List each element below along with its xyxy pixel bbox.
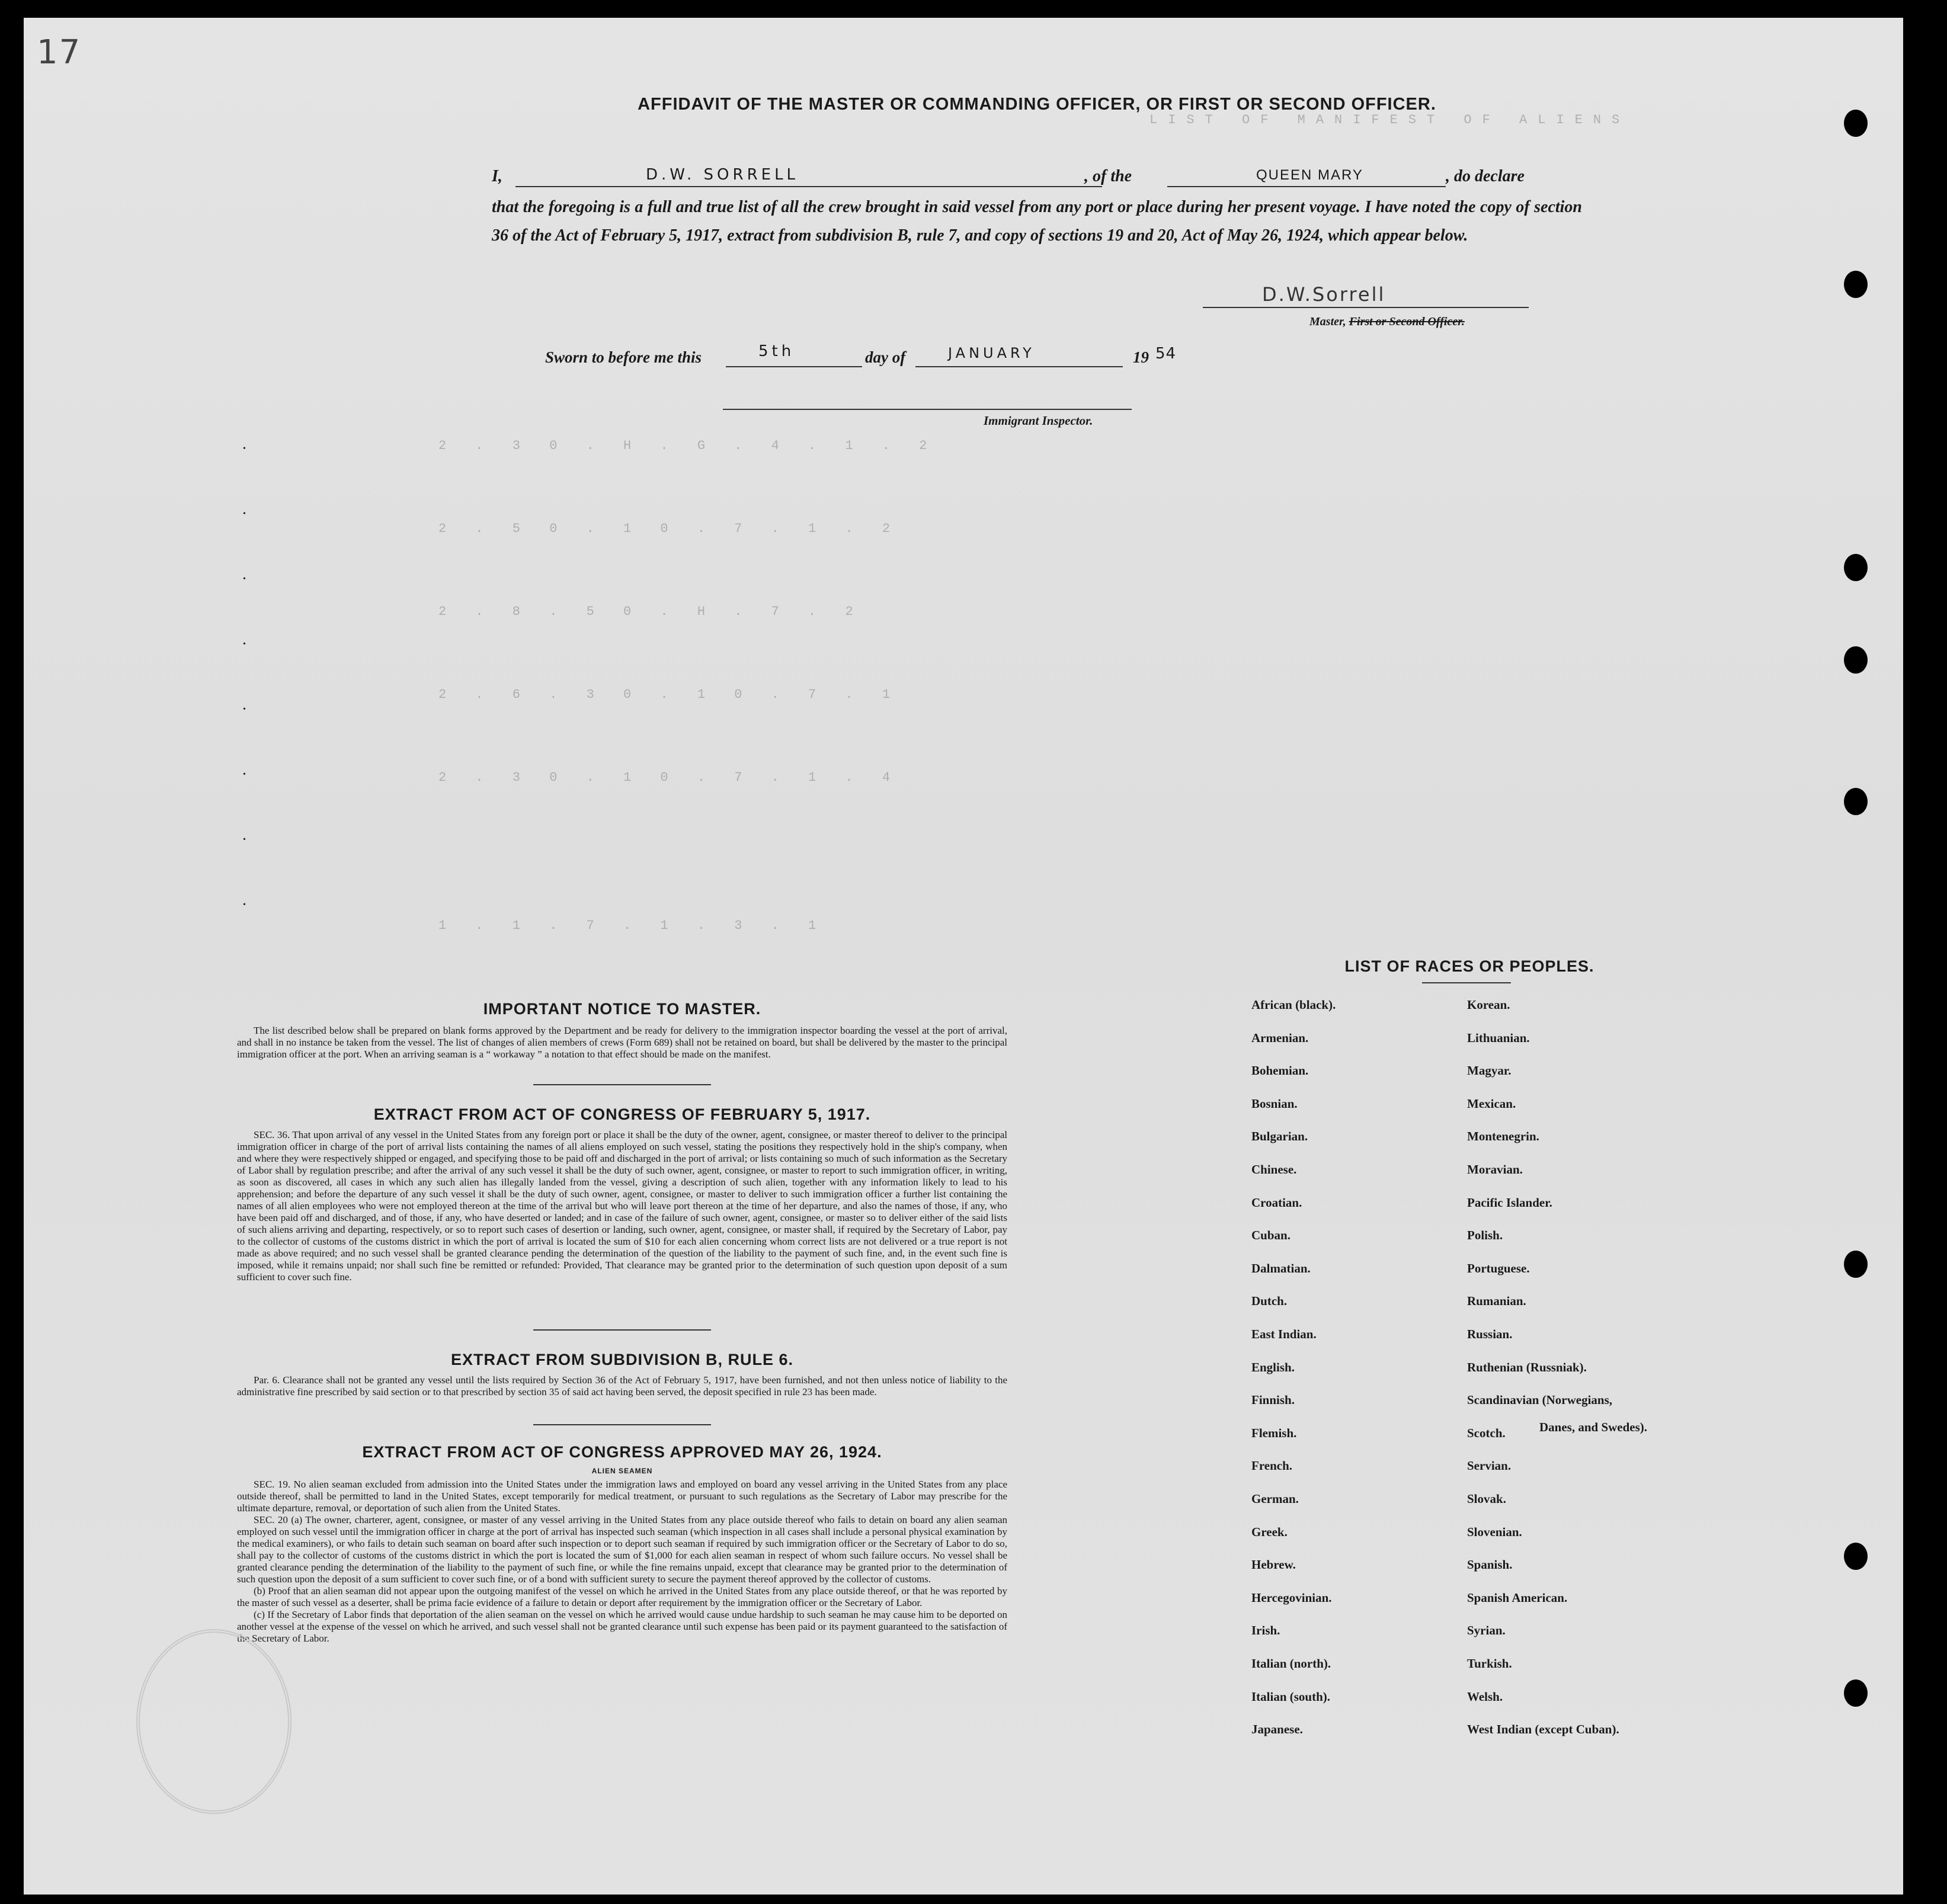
race-item: Chinese. [1251, 1162, 1297, 1177]
act-1917-body: SEC. 36. That upon arrival of any vessel in the United States from any foreign port or place it shall be the duty of the owner, agent, consignee, or master thereof to deliver to the principal immigration officer in charge of the port of arrival lists containing the names of all aliens employed on such vessel, stating the positions they respectively hold in the ship's company, when and where they were respectively shipped or engaged, and specifying those to be paid off and discharged in the port of arrival; or lists containing so much of such information as the Secretary of Labor shall by regulation prescribe; and after the arrival of any such vessel it shall be the duty of such owner, agent, consignee, or master to report to such immigration officer, in writing, as soon as discovered, all cases in which any such alien has illegally landed from the vessel, giving a description of such alien, together with any information likely to lead to his apprehension; and before the departure of any such vessel it shall be the duty of such owner, agent, consignee, or master to deliver to such immigration officer a further list containing the names of all alien employees who were not employed thereon at the time of the arrival but who will leave port thereon at the time of her departure, and also the names of those, if any, who have been paid off and discharged, and of those, if any, who have deserted or landed; and in case of the failure of such owner, agent, consignee, or master so to deliver either of the said lists of such aliens arriving and departing, respectively, or so to report such cases of desertion or landing, such owner, agent, consignee, or master shall, if required by the Secretary of Labor, pay to the collector of customs of the customs district in which the port of arrival is located the sum of $10 for each alien concerning whom correct lists are not delivered or a true report is not made as above required; and no such vessel shall be granted clearance pending the determination of the question of the liability to the payment of such fine, and, in the event such fine is imposed, while it remains unpaid; nor shall such fine be remitted or refunded: Provided, That clearance may be granted prior to the determination of such question upon deposit of a sum sufficient to cover such fine. [237, 1129, 1007, 1283]
do-declare-label: , do declare [1446, 167, 1525, 185]
race-item: Cuban. [1251, 1228, 1290, 1242]
caption-master: Master, [1309, 315, 1346, 328]
punch-hole [1844, 1543, 1868, 1570]
bleed-through-text: 1 . 1 . 7 . 1 . 3 . 1 [438, 918, 827, 933]
rule-6-title: EXTRACT FROM SUBDIVISION B, RULE 6. [450, 1351, 794, 1368]
race-item: Slovak. [1467, 1492, 1506, 1506]
bleed-through-text: 2 . 3 0 . H . G . 4 . 1 . 2 [438, 438, 938, 453]
race-item: Rumanian. [1467, 1294, 1526, 1308]
race-item: Japanese. [1251, 1722, 1303, 1736]
year-handwritten: 54 [1155, 345, 1177, 363]
race-item: Hebrew. [1251, 1557, 1296, 1572]
race-item: Korean. [1467, 998, 1510, 1012]
sworn-prefix: Sworn to before me this [545, 348, 702, 366]
race-item: Slovenian. [1467, 1525, 1522, 1539]
margin-dot: • [243, 770, 246, 779]
margin-dot: • [243, 640, 246, 649]
margin-dot: • [243, 444, 246, 453]
race-item: Armenian. [1251, 1031, 1309, 1045]
race-item: West Indian (except Cuban). [1467, 1722, 1619, 1736]
margin-dot: • [243, 835, 246, 844]
section-divider [533, 1329, 711, 1331]
race-item: Hercegovinian. [1251, 1591, 1332, 1605]
act-1924-subtitle: ALIEN SEAMEN [591, 1467, 653, 1475]
punch-hole [1844, 788, 1868, 815]
rule-6-body: Par. 6. Clearance shall not be granted any vessel until the lists required by Section 36 of the Act of February 5, 1917, have been furnished, and not then unless notice of liability to the administrative fine prescribed by said section or to that prescribed by section 35 of said act having been served, the deposit specified in rule 23 has been made. [237, 1374, 1007, 1397]
sworn-day: 5th [758, 342, 795, 360]
race-item: Dalmatian. [1251, 1261, 1311, 1275]
race-item: Spanish. [1467, 1557, 1513, 1572]
section-divider [533, 1424, 711, 1425]
race-item: Polish. [1467, 1228, 1503, 1242]
race-item: Portuguese. [1467, 1261, 1530, 1275]
race-item: Servian. [1467, 1459, 1512, 1473]
race-item: East Indian. [1251, 1327, 1317, 1341]
race-item: Bulgarian. [1251, 1129, 1308, 1143]
race-item-continuation: Danes, and Swedes). [1539, 1420, 1648, 1434]
race-item: Magyar. [1467, 1063, 1512, 1078]
day-of-label: day of [865, 348, 906, 366]
race-item: Finnish. [1251, 1393, 1295, 1407]
race-item: Moravian. [1467, 1162, 1523, 1177]
race-item: Irish. [1251, 1623, 1280, 1637]
notice-body: The list described below shall be prepared on blank forms approved by the Department and be ready for delivery to the immigration inspector boarding the vessel at the port of arrival, and shall in no instance be taken from the vessel. The list of changes of alien members of crews (Form 689) shall not be retained on board, but shall be delivered by the master to the principal immigration officer at the port. When an arriving seaman is a “ workaway ” a notation to that effect should be made on the manifest. [237, 1025, 1007, 1060]
race-item: Mexican. [1467, 1097, 1516, 1111]
section-divider [533, 1084, 711, 1085]
act-1917-title: EXTRACT FROM ACT OF CONGRESS OF FEBRUARY 5, 1917. [373, 1105, 871, 1123]
day-line [726, 366, 862, 367]
year-printed: 19 [1133, 348, 1149, 366]
punch-hole [1844, 646, 1868, 674]
month-line [915, 366, 1123, 367]
bleed-through-text: 2 . 5 0 . 1 0 . 7 . 1 . 2 [438, 521, 901, 536]
master-signature: D.W.Sorrell [1262, 283, 1386, 306]
notice-section [237, 1025, 1007, 1060]
declarant-prefix: I, [492, 167, 502, 185]
punch-hole [1844, 1679, 1868, 1707]
race-item: Bohemian. [1251, 1063, 1309, 1078]
race-item: Ruthenian (Russniak). [1467, 1360, 1587, 1374]
vessel-name-line [1167, 186, 1446, 187]
inspector-signature-line [723, 409, 1132, 410]
race-item: Italian (south). [1251, 1690, 1331, 1704]
race-item: Spanish American. [1467, 1591, 1568, 1605]
bleed-through-text: 2 . 6 . 3 0 . 1 0 . 7 . 1 [438, 687, 901, 702]
document-page [24, 18, 1903, 1895]
race-item: Pacific Islander. [1467, 1195, 1552, 1210]
official-seal [136, 1629, 292, 1814]
caption-officer: First or Second Officer. [1349, 315, 1465, 328]
notice-title: IMPORTANT NOTICE TO MASTER. [483, 1000, 761, 1018]
bleed-through-text: 2 . 8 . 5 0 . H . 7 . 2 [438, 604, 864, 619]
race-item: Croatian. [1251, 1195, 1302, 1210]
bleed-through-text: 2 . 3 0 . 1 0 . 7 . 1 . 4 [438, 770, 901, 785]
affidavit-title: AFFIDAVIT OF THE MASTER OR COMMANDING OFFICER, OR FIRST OR SECOND OFFICER. [638, 95, 1436, 114]
punch-hole [1844, 110, 1868, 137]
races-title: LIST OF RACES OR PEOPLES. [1344, 957, 1594, 975]
punch-hole [1844, 1251, 1868, 1278]
act-1924-sec20b: (b) Proof that an alien seaman did not appear upon the outgoing manifest of the vessel on which he arrived in the United States from any place outside thereof, or that he was reported by the master of such vessel as a deserter, shall be prima facie evidence of a failure to detain or deport after requirement by the immigration officer or the Secretary of Labor. [237, 1585, 1007, 1608]
race-item: Welsh. [1467, 1690, 1503, 1704]
race-item: Turkish. [1467, 1656, 1512, 1671]
races-title-underline [1422, 982, 1511, 983]
declarant-name-line [515, 186, 1102, 187]
signature-caption [1309, 315, 1465, 329]
race-item: Bosnian. [1251, 1097, 1298, 1111]
sworn-month: JANUARY [948, 345, 1035, 361]
race-item: Dutch. [1251, 1294, 1288, 1308]
race-item: French. [1251, 1459, 1293, 1473]
bleed-through-text: LIST OF MANIFEST OF ALIENS [1149, 113, 1631, 127]
inspector-caption: Immigrant Inspector. [984, 414, 1093, 428]
act-1917-section [237, 1129, 1007, 1283]
race-item: Syrian. [1467, 1623, 1506, 1637]
act-1924-sec20c: (c) If the Secretary of Labor finds that deportation of the alien seaman on the vessel on which he arrived would cause undue hardship to such seaman he may cause him to be deported on another vessel at the expense of the vessel on which he arrived, and such vessel shall not be granted clearance until such expense has been paid or its payment guaranteed to the satisfaction of the Secretary of Labor. [237, 1609, 1007, 1644]
punch-hole [1844, 554, 1868, 581]
race-item: Greek. [1251, 1525, 1288, 1539]
race-item: African (black). [1251, 998, 1336, 1012]
declarant-name: D.W. SORRELL [646, 166, 799, 184]
race-item: Flemish. [1251, 1426, 1297, 1440]
race-item: Lithuanian. [1467, 1031, 1530, 1045]
punch-hole [1844, 271, 1868, 298]
rule-6-section [237, 1374, 1007, 1398]
act-1924-section [237, 1479, 1007, 1645]
act-1924-title: EXTRACT FROM ACT OF CONGRESS APPROVED MAY 26, 1924. [362, 1443, 882, 1461]
race-item: Scandinavian (Norwegians, [1467, 1393, 1613, 1407]
race-item: Scotch. [1467, 1426, 1506, 1440]
race-item: Montenegrin. [1467, 1129, 1539, 1143]
race-item: English. [1251, 1360, 1295, 1374]
margin-dot: • [243, 509, 246, 518]
affidavit-body: that the foregoing is a full and true list of all the crew brought in said vessel from any port or place during her present voyage. I have noted the copy of section 36 of the Act of February 5, 1917, extract from subdivision B, rule 7, and copy of sections 19 and 20, Act of May 26, 1924, which appear below. [492, 198, 1582, 245]
of-the-label: , of the [1084, 167, 1132, 185]
act-1924-sec20a: SEC. 20 (a) The owner, charterer, agent, consignee, or master of any vessel arriving in the United States from any place outside thereof who fails to detain on board any alien seaman employed on such vessel until the immigration officer in charge at the port of arrival has inspected such seaman (which inspection in all cases shall include a personal physical examination by the medical examiners), or who fails to detain such seaman on board after such inspection or to deport such seaman if required by such immigration officer or the Secretary of Labor to do so, shall pay to the collector of customs of the customs district in which the port is located the sum of $1,000 for each alien seaman in respect of whom such failure occurs. No vessel shall be granted clearance pending the determination of the liability to the payment of such fine, or while the fine remains unpaid, except that clearance may be granted prior to the determination of such question upon the deposit of a sum sufficient to cover such fine, or of a bond with sufficient surety to secure the payment thereof approved by the collector of customs. [237, 1514, 1007, 1585]
race-item: Russian. [1467, 1327, 1513, 1341]
race-item: Italian (north). [1251, 1656, 1331, 1671]
corner-mark: 17 [37, 33, 82, 72]
race-item: German. [1251, 1492, 1299, 1506]
margin-dot: • [243, 900, 246, 909]
signature-line [1203, 307, 1529, 308]
act-1924-sec19: SEC. 19. No alien seaman excluded from admission into the United States under the immigration laws and employed on board any vessel arriving in the United States from any place outside thereof, shall be permitted to land in the United States, except temporarily for medical treatment, or pursuant to such regulations as the Secretary of Labor may prescribe for the ultimate departure, removal, or deportation of such alien from the United States. [237, 1479, 1007, 1514]
margin-dot: • [243, 575, 246, 584]
margin-dot: • [243, 705, 246, 714]
vessel-name: QUEEN MARY [1256, 167, 1363, 183]
